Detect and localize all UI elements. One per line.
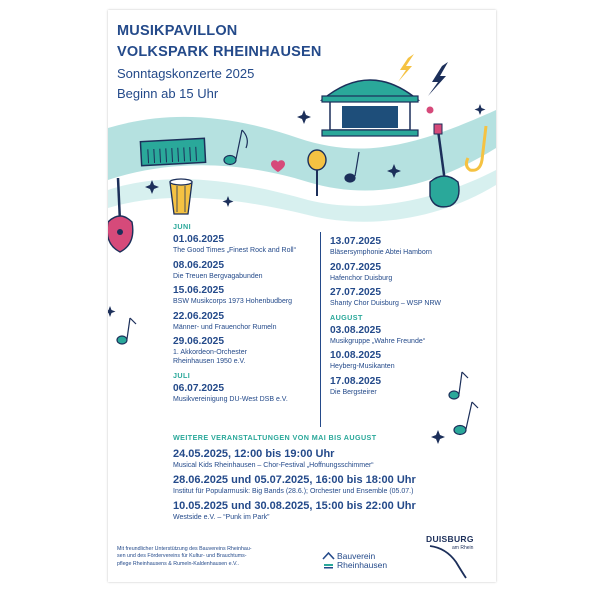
duisburg-logo-sub: am Rhein: [452, 545, 474, 551]
lightning-icon: [398, 54, 414, 82]
support-note: [117, 546, 293, 568]
concert-entry: [173, 260, 323, 281]
more-events-heading: WEITERE VERANSTALTUNGEN VON MAI BIS AUGUST: [173, 433, 377, 442]
event-entry: [173, 474, 493, 496]
house-logo-icon: [322, 551, 335, 569]
concert-performer: Die Bergsteirer: [330, 388, 377, 396]
duisburg-river-icon: [426, 532, 486, 580]
concert-performer: Musikvereinigung DU-West DSB e.V.: [173, 395, 288, 403]
concert-poster: [108, 10, 496, 582]
concert-date: 20.07.2025: [330, 261, 381, 273]
concert-performer: Musikgruppe „Wahre Freunde“: [330, 337, 426, 345]
poster-title-line1: MUSIKPAVILLON: [117, 23, 238, 39]
concert-performer: BSW Musikcorps 1973 Hohenbudberg: [173, 298, 293, 305]
music-note-icon: [117, 318, 136, 344]
concert-date: 17.08.2025: [330, 375, 381, 387]
duisburg-logo-name: DUISBURG: [426, 534, 474, 544]
concert-performer: Männer- und Frauenchor Rumeln: [173, 323, 277, 331]
concert-date: 03.08.2025: [330, 324, 381, 336]
event-description: Institut für Popularmusik: Big Bands (28.6.); Orchester und Ensemble (05.07.): [173, 488, 414, 495]
support-line: Mit freundlicher Unterstützung des Bauvereins Rheinhau-: [117, 546, 252, 552]
concert-performer: 1. Akkordeon-Orchester: [173, 349, 247, 356]
concert-date: 06.07.2025: [173, 382, 224, 394]
concert-performer-line2: Rheinhausen 1950 e.V.: [173, 358, 246, 365]
concert-date: 29.06.2025: [173, 336, 224, 347]
month-heading-august: AUGUST: [330, 312, 363, 322]
concert-entry: [173, 311, 323, 332]
bauverein-name-line2: Rheinhausen: [337, 560, 388, 570]
concert-date: 13.07.2025: [330, 236, 381, 247]
concert-performer: Die Treuen Bergvagabunden: [173, 272, 263, 280]
concert-date: 10.08.2025: [330, 350, 381, 361]
event-entry: [173, 448, 493, 470]
concert-entry: [330, 350, 490, 371]
concert-performer: Heyberg-Musikanten: [330, 363, 395, 370]
poster-subtitle-line1: Sonntagskonzerte 2025: [117, 66, 255, 81]
month-heading-june: JUNI: [173, 222, 191, 231]
concert-performer: Shanty Chor Duisburg – WSP NRW: [330, 300, 442, 307]
poster-title-line2: VOLKSPARK RHEINHAUSEN: [117, 44, 322, 60]
bauverein-name-line1: Bauverein: [337, 551, 376, 561]
event-description: Musical Kids Rheinhausen – Chor-Festival „Hoffnungsschimmer“: [173, 462, 374, 469]
concert-entry: [173, 285, 323, 306]
schedule-left-column: [173, 222, 323, 408]
decor-dot: [427, 107, 434, 114]
more-events-list: [173, 448, 493, 526]
poster-subtitle-line2: Beginn ab 15 Uhr: [117, 86, 219, 101]
music-note-icon: [454, 402, 478, 435]
concert-entry: [330, 236, 490, 257]
concert-date: 15.06.2025: [173, 285, 224, 296]
concert-entry: [330, 325, 490, 346]
concert-entry: [173, 234, 323, 255]
keyboard-icon: [140, 138, 205, 165]
concert-entry: [330, 287, 490, 308]
concert-entry: [173, 336, 323, 366]
concert-date: 08.06.2025: [173, 259, 224, 271]
event-description: Westside e.V. – “Punk im Park”: [173, 514, 270, 521]
drum-icon: [170, 179, 192, 214]
event-datetime: 10.05.2025 und 30.08.2025, 15:00 bis 22:00 Uhr: [173, 500, 416, 512]
event-datetime: 24.05.2025, 12:00 bis 19:00 Uhr: [173, 448, 335, 460]
schedule-right-column: [330, 236, 490, 401]
concert-date: 27.07.2025: [330, 287, 381, 298]
concert-performer: Bläsersymphonie Abtei Hamborn: [330, 249, 432, 256]
concert-performer: Hafenchor Duisburg: [330, 274, 393, 282]
month-heading-july: JULI: [173, 370, 191, 380]
concert-date: 01.06.2025: [173, 234, 224, 245]
event-datetime: 28.06.2025 und 05.07.2025, 16:00 bis 18:00 Uhr: [173, 474, 416, 486]
concert-entry: [330, 262, 490, 283]
pavilion-icon: [322, 80, 418, 136]
concert-performer: The Good Times „Finest Rock and Roll“: [173, 247, 296, 254]
concert-entry: [330, 376, 490, 397]
lightning-icon: [428, 62, 448, 96]
event-entry: [173, 500, 493, 522]
support-line: sen und des Fördervereins für Kultur- und Brauchtums-: [117, 553, 247, 560]
concert-entry: [173, 383, 323, 404]
support-line: pflege Rheinhausens & Rumeln-Kaldenhausen e.V..: [117, 560, 240, 567]
concert-date: 22.06.2025: [173, 310, 224, 322]
